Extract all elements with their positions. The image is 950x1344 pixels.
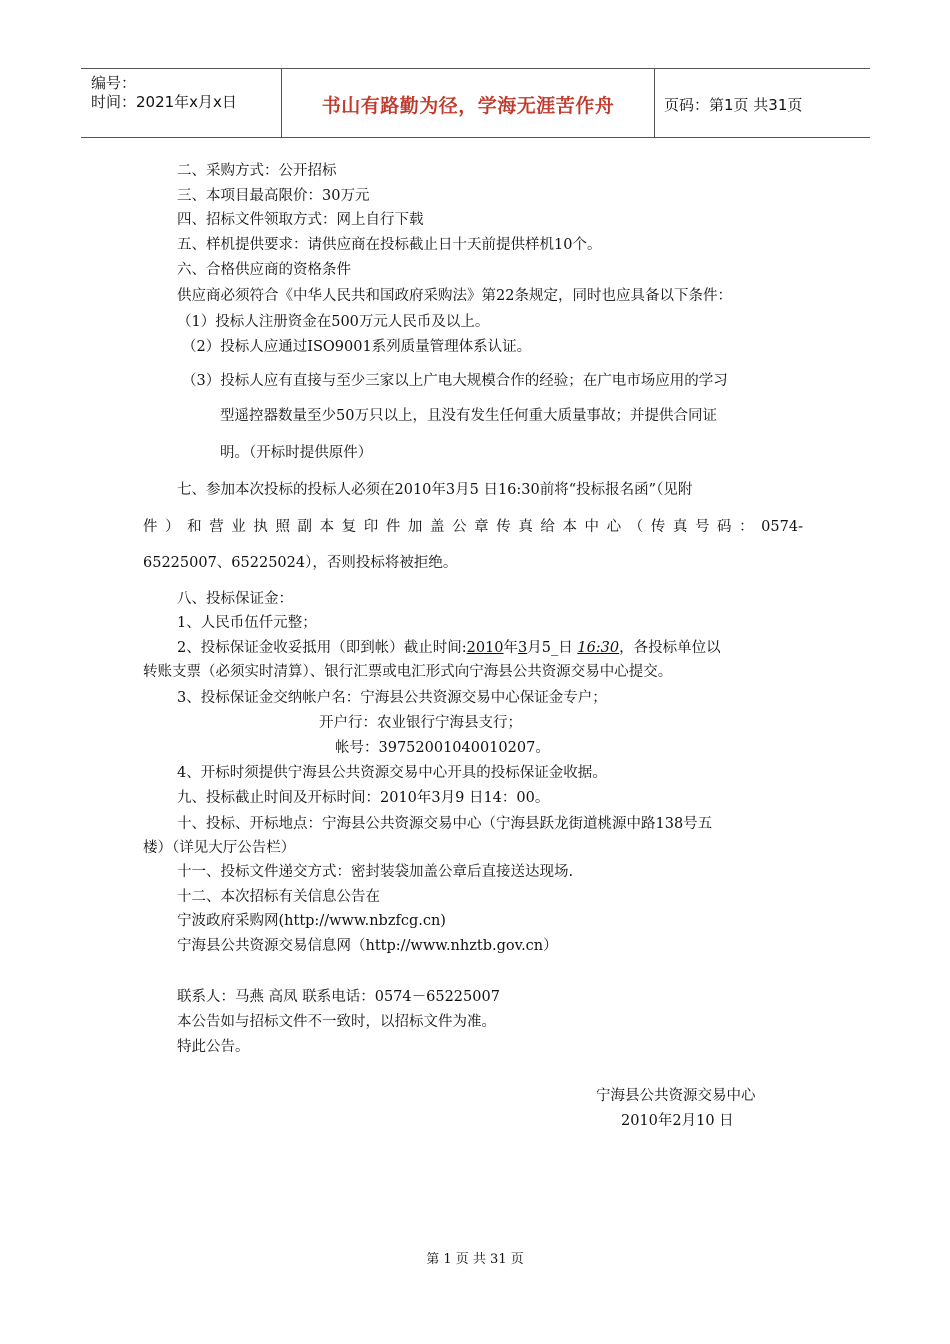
serial-label: 编号： — [91, 74, 137, 92]
deposit-deadline-year-suffix: 年 — [503, 640, 519, 656]
header-page-cell — [654, 69, 870, 137]
section-6-intro: 供应商必须符合《中华人民共和国政府采购法》第22条规定，同时也应具备以下条件： — [177, 288, 732, 304]
header-motto-cell — [281, 69, 655, 137]
section-6-item-3-line-3: 明。（开标时提供原件） — [220, 445, 373, 461]
document-header — [81, 68, 870, 138]
section-7-line-2: 件）和营业执照副本复印件加盖公章传真给本中心（传真号码：0574- — [143, 519, 803, 535]
section-3: 三、本项目最高限价：30万元 — [177, 188, 370, 204]
time-label: 时间：2021年x月x日 — [91, 93, 237, 111]
deposit-deadline-month: 3 — [518, 640, 528, 656]
deposit-deadline-suffix: ，各投标单位以 — [619, 640, 721, 656]
section-11: 十一、投标文件递交方式：密封装袋加盖公章后直接送达现场. — [177, 864, 574, 880]
section-10-line-1: 十、投标、开标地点：宁海县公共资源交易中心（宁海县跃龙街道桃源中路138号五 — [177, 816, 713, 832]
section-8-item-1: 1、人民币伍仟元整； — [177, 615, 317, 631]
page-label: 页码：第1页 共31页 — [664, 96, 803, 114]
section-8-item-2-line-2: 转账支票（必须实时清算）、银行汇票或电汇形式向宁海县公共资源交易中心提交。 — [143, 664, 673, 680]
section-6-item-3-line-1: （3）投标人应有直接与至少三家以上广电大规模合作的经验；在广电市场应用的学习 — [182, 373, 728, 389]
contact-line: 联系人：马燕 高凤 联系电话：0574－65225007 — [177, 989, 500, 1005]
website-link-nbzfcg[interactable]: 宁波政府采购网(http://www.nbzfcg.cn) — [177, 913, 446, 929]
section-9: 九、投标截止时间及开标时间：2010年3月9 日14：00。 — [177, 790, 550, 806]
notice-note: 本公告如与招标文件不一致时，以招标文件为准。 — [177, 1014, 496, 1030]
section-4: 四、招标文件领取方式：网上自行下载 — [177, 212, 424, 228]
motto: 书山有路勤为径，学海无涯苦作舟 — [321, 95, 615, 117]
page-footer: 第 1 页 共 31 页 — [426, 1252, 524, 1267]
website-link-nhztb[interactable]: 宁海县公共资源交易信息网（http://www.nhztb.gov.cn） — [177, 938, 558, 954]
deposit-deadline-prefix: 2、投标保证金收妥抵用（即到帐）截止时间: — [177, 640, 467, 656]
section-6-item-1: （1）投标人注册资金在500万元人民币及以上。 — [177, 314, 490, 330]
section-7-line-3: 65225007、65225024），否则投标将被拒绝。 — [143, 555, 458, 571]
deposit-bank: 开户行：农业银行宁海县支行； — [319, 715, 522, 731]
closing-line: 特此公告。 — [177, 1039, 250, 1055]
section-10-line-2: 楼）（详见大厅公告栏） — [143, 840, 296, 856]
deposit-account: 帐号：39752001040010207。 — [335, 740, 550, 756]
section-6-item-2: （2）投标人应通过ISO9001系列质量管理体系认证。 — [182, 339, 532, 355]
section-6-heading: 六、合格供应商的资格条件 — [177, 262, 351, 278]
deposit-deadline-year: 2010 — [466, 640, 504, 656]
section-6-item-3-line-2: 型遥控器数量至少50万只以上，且没有发生任何重大质量事故；并提供合同证 — [220, 408, 717, 424]
section-2: 二、采购方式：公开招标 — [177, 163, 337, 179]
signature-date: 2010年2月10 日 — [621, 1113, 734, 1129]
signature-org: 宁海县公共资源交易中心 — [596, 1088, 756, 1104]
section-12: 十二、本次招标有关信息公告在 — [177, 889, 380, 905]
deposit-deadline-month-suffix: 月5_日 — [527, 640, 573, 656]
section-8-heading: 八、投标保证金： — [177, 591, 293, 607]
section-8-item-3: 3、投标保证金交纳帐户名：宁海县公共资源交易中心保证金专户； — [177, 690, 607, 706]
deposit-deadline-time: 16:30 — [577, 640, 620, 656]
section-8-item-4: 4、开标时须提供宁海县公共资源交易中心开具的投标保证金收据。 — [177, 765, 607, 781]
section-5: 五、样机提供要求：请供应商在投标截止日十天前提供样机10个。 — [177, 237, 602, 253]
section-8-item-2-line-1 — [177, 638, 721, 658]
header-meta-cell — [81, 69, 281, 137]
section-7-line-1: 七、参加本次投标的投标人必须在2010年3月5 日16:30前将“投标报名函”（见附 — [177, 482, 693, 498]
